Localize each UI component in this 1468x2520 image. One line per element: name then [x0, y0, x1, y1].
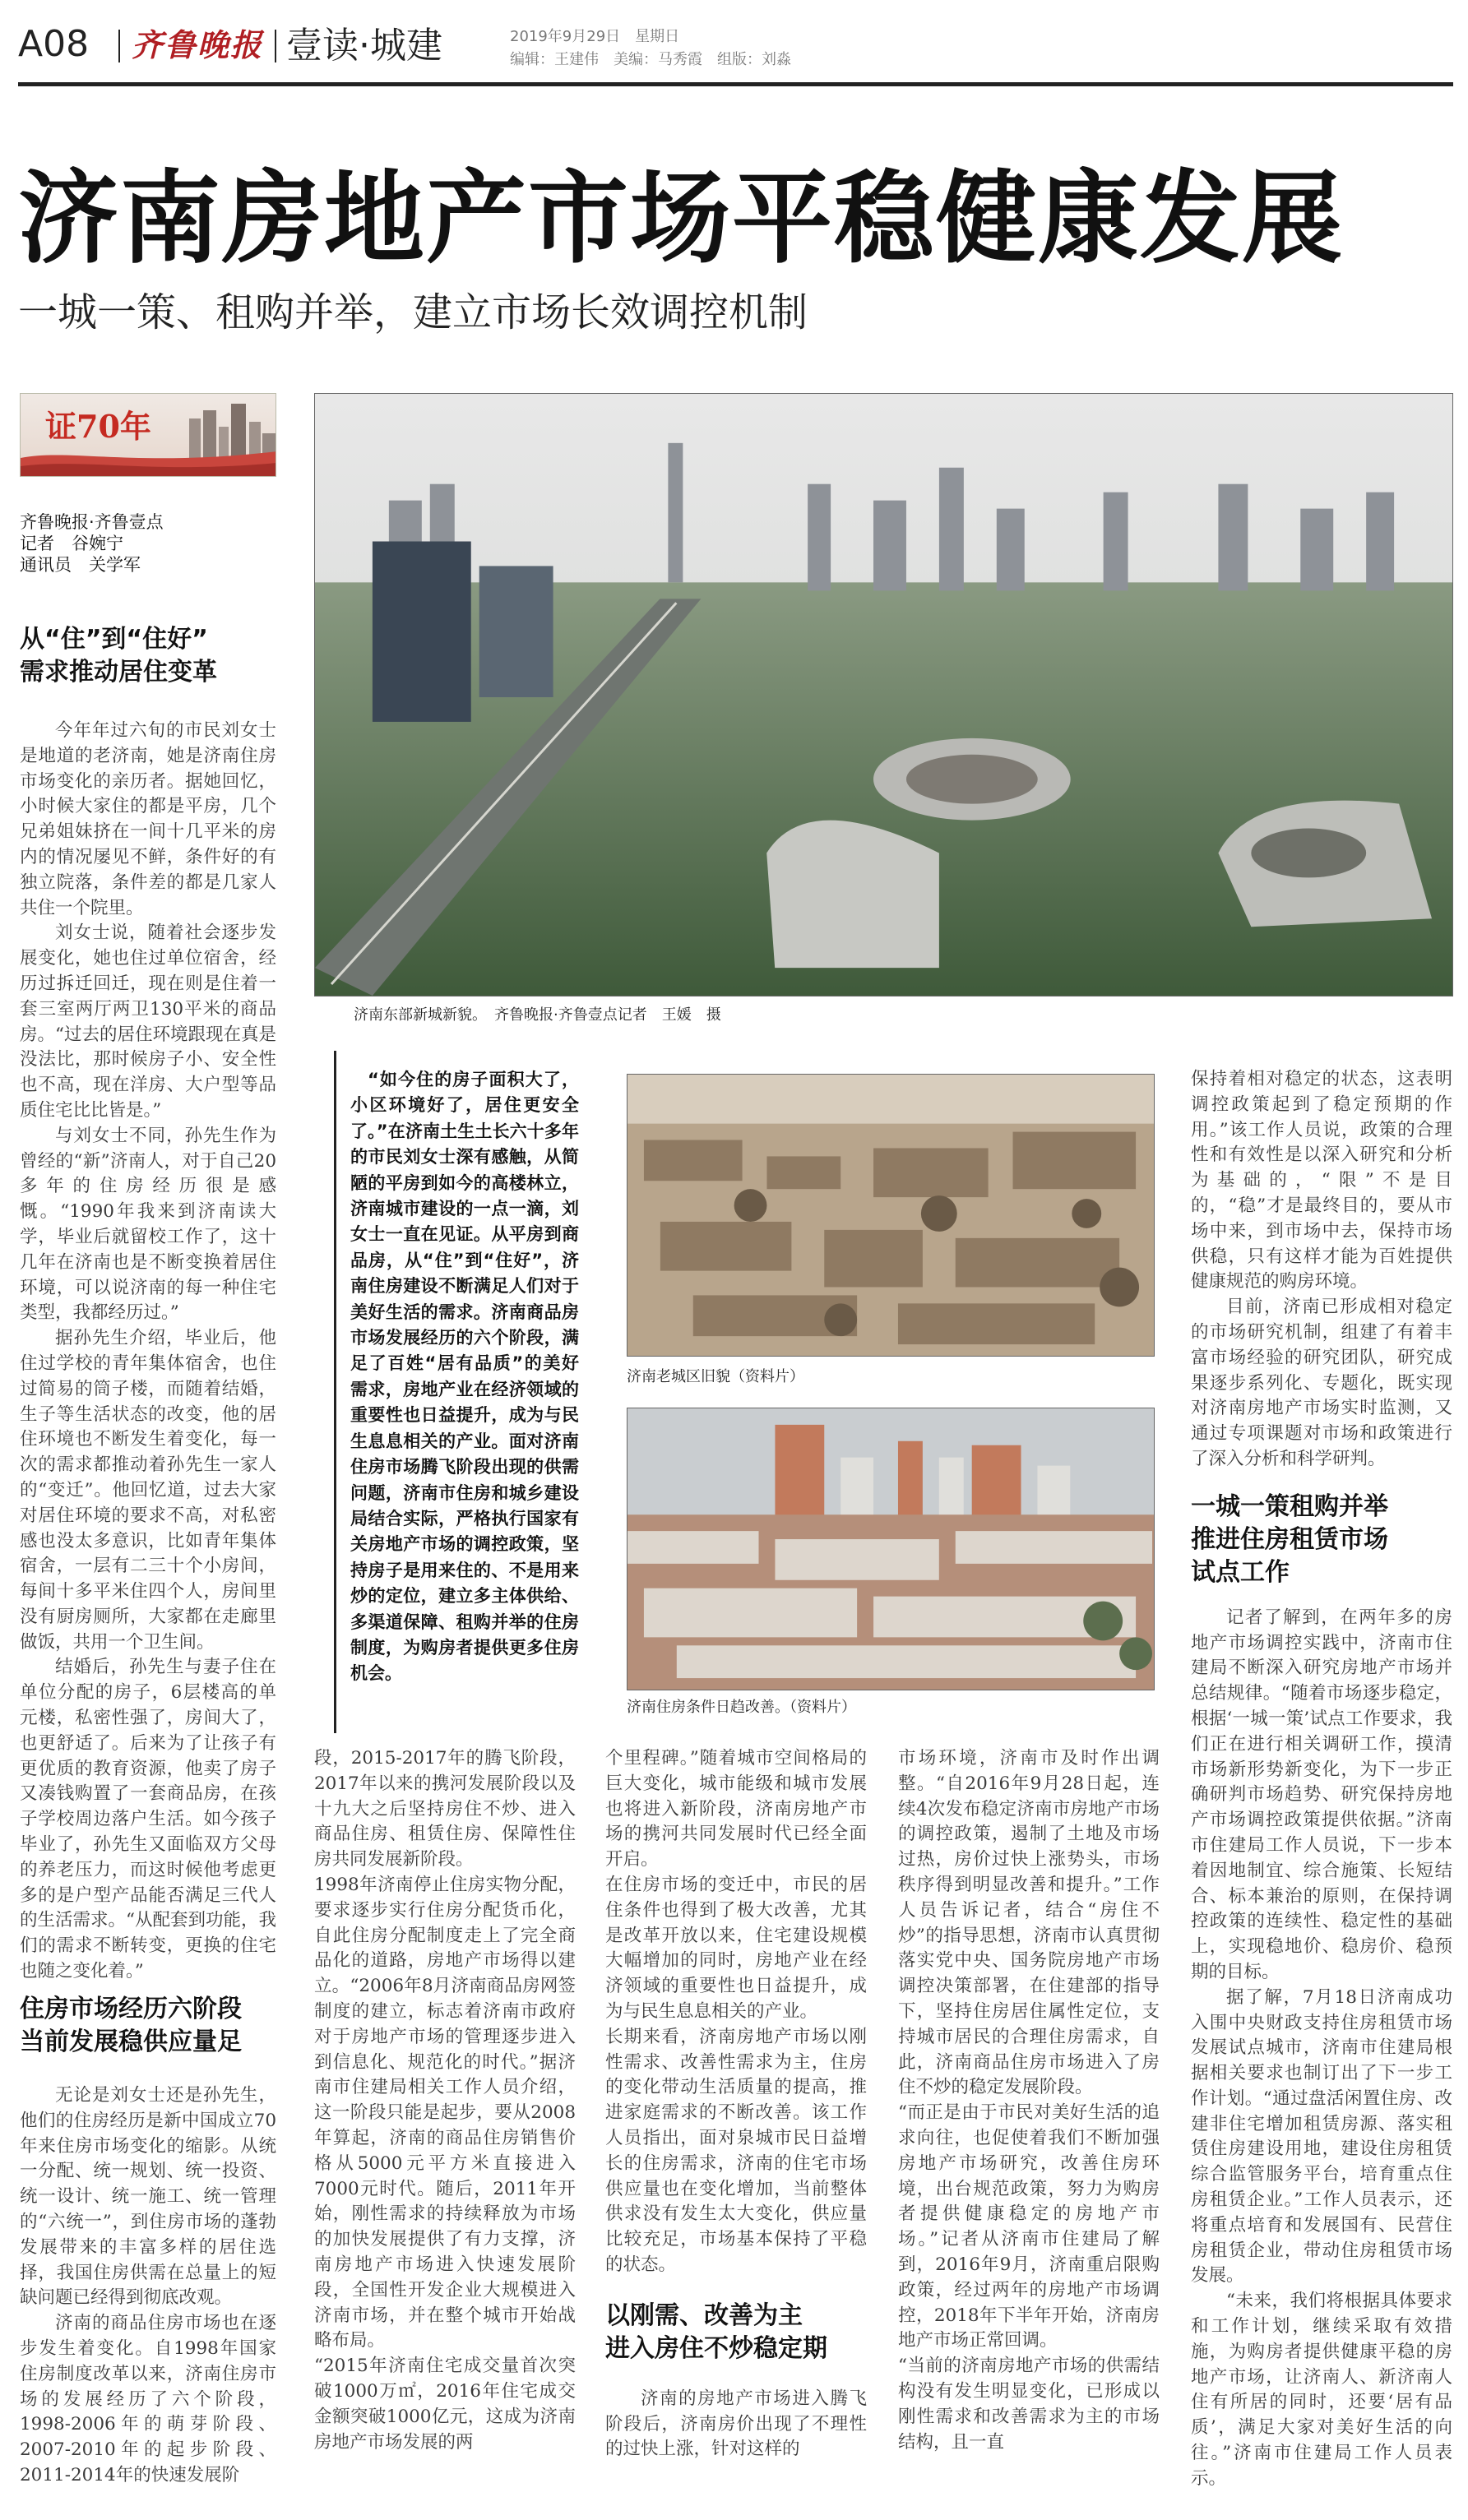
col-right-paragraph: 据了解，7月18日济南成功入围中央财政支持住房租赁市场发展试点城市，济南市住建局根据相关要求也制订出了下一步工作计划。“通过盘活闲置住房、改建非住宅增加租赁房源、落实租赁住房建设用地，建设住房租赁综合监管服务平台，培育重点住房租赁企业。”工作人员表示，还将重点培育和发展国有、民营住房租赁企业，带动住房租赁市场发展。: [1191, 1986, 1452, 2286]
col1-subhead-1: 从“住”到“住好” 需求推动居住变革: [20, 625, 217, 687]
new-housing-photo: [627, 1408, 1155, 1690]
col-right-body-1: [1191, 1067, 1452, 1473]
page-number: A08: [18, 23, 90, 65]
col1-paragraph: 今年年过六旬的市民刘女士是地道的老济南，她是济南住房市场变化的亲历者。据她回忆，小时候大家住的都是平房，几个兄弟姐妹挤在一间十几平米的房内的情况屡见不鲜，条件好的有独立院落，条件差的都是几家人共住一个院里。: [20, 720, 276, 918]
bottom-col-a: 段，2015-2017年的腾飞阶段，2017年以来的携河发展阶段以及十九大之后坚持房住不炒、进入商品住房、租赁住房、保障性住房共同发展新阶段。 1998年济南停止住房实物分配，要求逐步实行住房分配货币化，自此住房分配制度走上了完全商品化的道路，房地产市场得以建立。“2006年8月济南商品房网签制度的建立，标志着济南市政府对于房地产市场的管理逐步进入到信息化、规范化的时代。”据济南市住建局相关工作人员介绍，这一阶段只能是起步，要从2008年算起，济南的商品住房销售价格从5000元平方米直接进入7000元时代。随后，2011年开始，刚性需求的持续释放为市场的加快发展提供了有力支撑，济南房地产市场进入快速发展阶段，全国性开发企业大规模进入济南市场，并在整个城市开始战略布局。 “2015年济南住宅成交量首次突破1000万㎡，2016年住宅成交金额突破1000亿元，这成为济南房地产市场发展的两: [314, 1748, 576, 2453]
bottom-col-c: 市场环境，济南市及时作出调整。“自2016年9月28日起，连续4次发布稳定济南市房地产市场的调控政策，遏制了土地及市场过热，房价过快上涨势头，市场秩序得到明显改善和提升。”工作人员告诉记者，结合“房住不炒”的指导思想，济南市认真贯彻落实党中央、国务院房地产市场调控决策部署，在住建部的指导下，坚持住房居住属性定位，支持城市居民的合理住房需求，自此，济南商品住房市场进入了房住不炒的稳定发展阶段。 “而正是由于市民对美好生活的追求向往，也促使着我们不断加强房地产市场研究，改善住房环境，出台规范政策，努力为购房者提供健康稳定的房地产市场。”记者从济南市住建局了解到，2016年9月，济南重启限购政策，经过两年的房地产市场调控，2018年下半年开始，济南房地产市场正常回调。 “当前的济南房地产市场的供需结构没有发生明显变化，已形成以刚性需求和改善需求为主的市场结构，且一直: [898, 1748, 1160, 2453]
issue-date: 2019年9月29日 星期日: [510, 28, 680, 45]
col1-body-2: [20, 2083, 276, 2489]
col1-paragraph: 据孙先生介绍，毕业后，他住过学校的青年集体宿舍，也住过简易的筒子楼，而随着结婚，生子等生活状态的改变，他的居住环境也不断发生着变化，每一次的需求都推动着孙先生一家人的“变迁”。他回忆道，过去大家对居住环境的要求不高，对私密感也没太多意识，比如青年集体宿舍，一层有二三十个小房间，每间十多平米住四个人，房间里没有厨房厕所，大家都在走廊里做饭，共用一个卫生间。: [20, 1328, 276, 1653]
bottom-col-b: [605, 1746, 867, 2462]
col1-paragraph: 与刘女士不同，孙先生作为曾经的“新”济南人，对于自己20多年的住房经历很是感慨。“1990年我来到济南读大学，毕业后就留校工作了，这十几年在济南也是不断变换着居住环境，可以说济南的每一种住宅类型，我都经历过。”: [20, 1125, 276, 1324]
byline-reporter: 记者 谷婉宁: [20, 534, 123, 553]
newspaper-logo: 齐鲁晚报: [132, 26, 264, 63]
section-title: 壹读·城建: [286, 25, 442, 67]
col1-paragraph: 无论是刘女士还是孙先生，他们的住房经历是新中国成立70年来住房市场变化的缩影。从统一分配、统一规划、统一投资、统一设计、统一施工、统一管理的“六统一”，到住房市场的蓬勃发展带来的丰富多样的居住选择，我国住房供需在总量上的短缺问题已经得到彻底改观。: [20, 2085, 276, 2309]
col1-paragraph: 济南的商品住房市场也在逐步发生着变化。自1998年国家住房制度改革以来，济南住房市场的发展经历了六个阶段，1998-2006年的萌芽阶段、2007-2010年的起步阶段、2011-2014年的快速发展阶: [20, 2313, 276, 2485]
col-right-paragraph: “未来，我们将根据具体要求和工作计划，继续采取有效措施，为购房者提供健康平稳的房地产市场，让济南人、新济南人住有所居的同时，还要‘居有品质’，满足大家对美好生活的向往。”济南市住建局工作人员表示。: [1191, 2291, 1452, 2489]
lead-paragraph: “如今住的房子面积大了，小区环境好了，居住更安全了。”在济南土生土长六十多年的市民刘女士深有感触，从简陋的平房到如今的高楼林立，济南城市建设的一点一滴，刘女士一直在见证。从平房到商品房，从“住”到“住好”，济南住房建设不断满足人们对于美好生活的需求。济南商品房市场发展经历的六个阶段，满足了百姓“居有品质”的美好需求，房地产业在经济领域的重要性也日益提升，成为与民生息息相关的产业。面对济南住房市场腾飞阶段出现的供需问题，济南市住房和城乡建设局结合实际，严格执行国家有关房地产市场的调控政策，坚持房子是用来住的、不是用来炒的定位，建立多主体供给、多渠道保障、租购并举的住房制度，为购房者提供更多住房机会。: [350, 1070, 579, 1684]
badge-title: 证70年: [45, 408, 151, 445]
col-right-paragraph: 目前，济南已形成相对稳定的市场研究机制，组建了有着丰富市场经验的研究团队，研究成果逐步系列化、专题化，既实现对济南房地产市场实时监测，又通过专项课题对市场和政策进行了深入分析和科学研判。: [1191, 1297, 1452, 1469]
editor-credits: 编辑：王建伟 美编：马秀霞 组版：刘淼: [510, 51, 791, 68]
col-right-paragraph: 记者了解到，在两年多的房地产市场调控实践中，济南市住建局不断深入研究房地产市场并总结规律。“随着市场逐步稳定，根据‘一城一策’试点工作要求，我们正在进行相关调研工作，摸清市场新形势新变化，为下一步正确研判市场趋势、研究保持房地产市场调控政策提供依据。”济南市住建局工作人员说，下一步本着因地制宜、综合施策、长短结合、标本兼治的原则，在保持调控政策的连续性、稳定性的基础上，实现稳地价、稳房价、稳预期的目标。: [1191, 1607, 1452, 1982]
main-photo-caption: 济南东部新城新貌。 齐鲁晚报·齐鲁壹点记者 王媛 摄: [354, 1006, 721, 1024]
col1-lower: [20, 1993, 276, 2489]
old-city-caption: 济南老城区旧貌（资料片）: [627, 1368, 804, 1385]
bottom-paragraph: 济南的房地产市场进入腾飞阶段后，济南房价出现了不理性的过快上涨，针对这样的: [605, 2388, 867, 2460]
header-rule: [18, 82, 1453, 86]
byline-source: 齐鲁晚报·齐鲁壹点: [20, 512, 164, 532]
col-right-body-2: [1191, 1606, 1452, 2492]
anniversary-badge: [20, 393, 276, 477]
city-aerial-photo: [315, 394, 1452, 996]
bottom-col-b-text-2: [605, 2387, 867, 2462]
col1-paragraph: 结婚后，孙先生与妻子住在单位分配的房子，6层楼高的单元楼，私密性强了，房间大了，也更舒适了。后来为了让孩子有更优质的教育资源，他卖了房子又凑钱购置了一套商品房，在孩子学校周边落户生活。如今孩子毕业了，孙先生又面临双方父母的养老压力，而这时候他考虑更多的是户型产品能否满足三代人的生活需求。“从配套到功能，我们的需求不断转变，更换的住宅也随之变化着。”: [20, 1657, 276, 1982]
header-divider: [118, 30, 120, 62]
lead-rule: [334, 1051, 336, 1733]
old-city-photo-image: [627, 1075, 1154, 1356]
new-housing-caption: 济南住房条件日趋改善。（资料片）: [627, 1699, 856, 1716]
col1-subhead-2: 住房市场经历六阶段 当前发展稳供应量足: [20, 1995, 242, 2056]
sub-headline: 一城一策、租购并举，建立市场长效调控机制: [18, 289, 808, 335]
col-right-subhead: 一城一策租购并举 推进住房租赁市场 试点工作: [1191, 1491, 1388, 1587]
new-housing-photo-image: [627, 1408, 1154, 1690]
main-photo: [314, 393, 1453, 996]
page-header: [18, 23, 1453, 72]
col-right: [1191, 1067, 1452, 2492]
bottom-col-b-text: 个里程碑。”随着城市空间格局的巨大变化，城市能级和城市发展也将进入新阶段，济南房地产市场的携河共同发展时代已经全面开启。 在住房市场的变迁中，市民的居住条件也得到了极大改善，尤其是改革开放以来，住宅建设规模大幅增加的同时，房地产业在经济领域的重要性也日益提升，成为与民生息息相关的产业。 长期来看，济南房地产市场以刚性需求、改善性需求为主，住房的变化带动生活质量的提高，推进家庭需求的不断改善。该工作人员指出，面对泉城市民日益增长的住房需求，济南的住宅市场供应量也在变化增加，当前整体供求没有发生太大变化，供应量比较充足，市场基本保持了平稳的状态。: [605, 1748, 867, 2275]
col1-paragraph: 刘女士说，随着社会逐步发展变化，她也住过单位宿舍，经历过拆迁回迁，现在则是住着一套三室两厅两卫130平米的商品房。“过去的居住环境跟现在真是没法比，那时候房子小、安全性也不高，现在洋房、大户型等品质住宅比比皆是。”: [20, 922, 276, 1121]
byline-correspondent: 通讯员 关学军: [20, 555, 141, 575]
col1-body-1: [20, 719, 276, 1985]
old-city-photo: [627, 1074, 1155, 1357]
header-divider-2: [275, 30, 276, 62]
headline: 济南房地产市场平稳健康发展: [18, 160, 1344, 277]
byline: [20, 511, 276, 576]
col-right-paragraph: 保持着相对稳定的状态，这表明调控政策起到了稳定预期的作用。”该工作人员说，政策的合理性和有效性是以深入研究和分析为基础的，“限”不是目的，“稳”才是最终目的，要从市场中来，到市场中去，保持市场供稳，只有这样才能为百姓提供健康规范的购房环境。: [1191, 1069, 1452, 1292]
col1: [20, 623, 276, 1985]
bottom-subhead: 以刚需、改善为主 进入房住不炒稳定期: [605, 2300, 827, 2363]
